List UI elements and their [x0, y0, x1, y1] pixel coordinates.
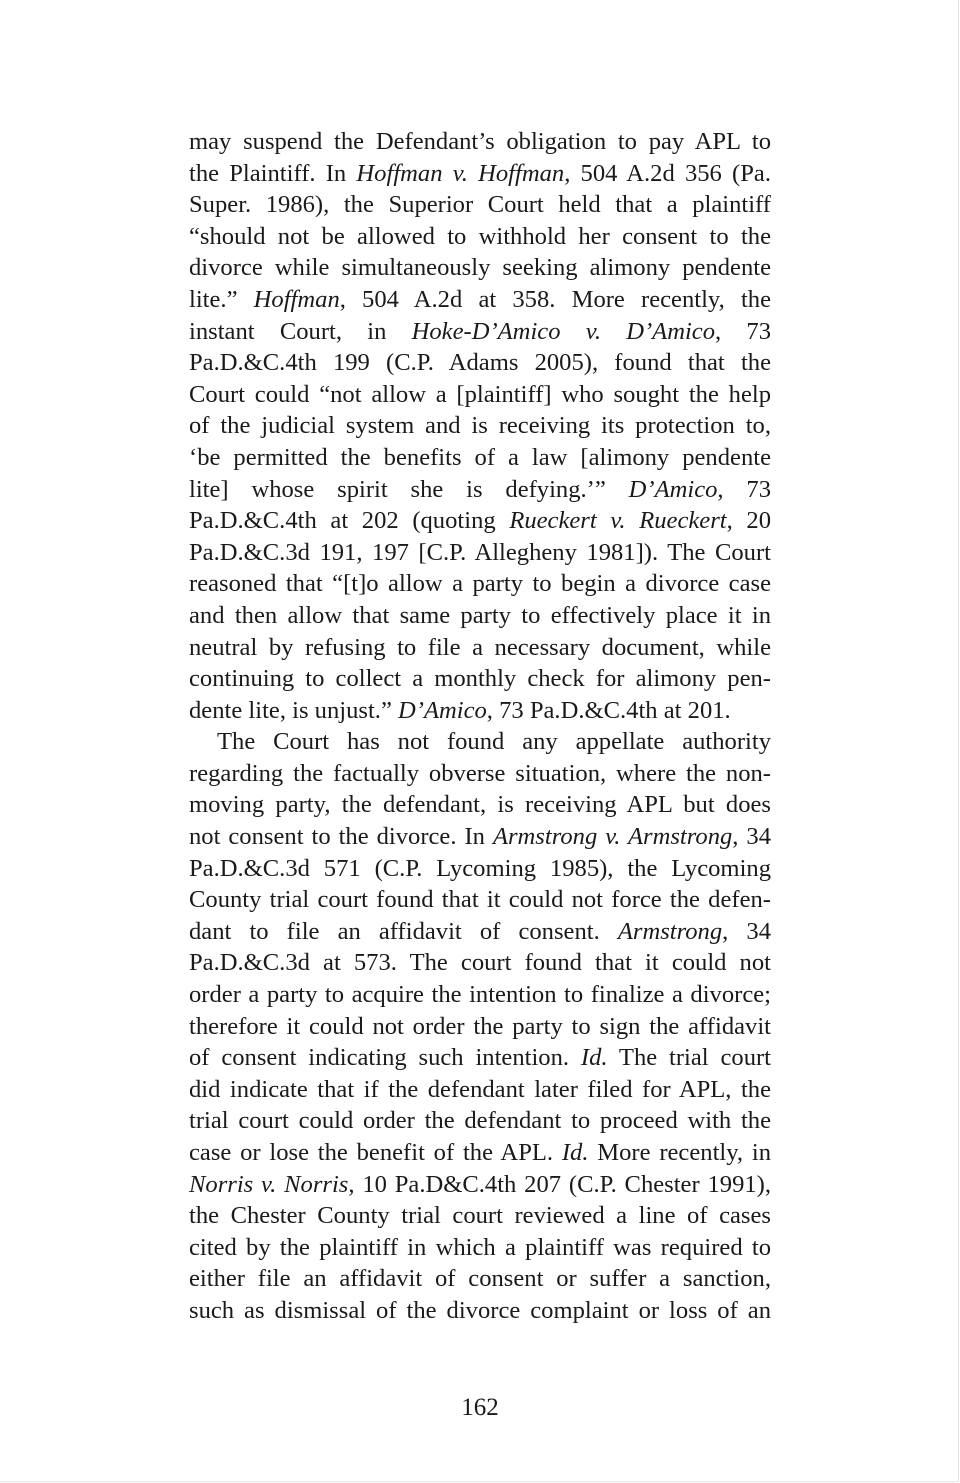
- text-line: [189, 1295, 771, 1327]
- text-line: [189, 158, 771, 190]
- text-line: [189, 1232, 771, 1264]
- text-segment: and then allow that same party to effectively place it in: [189, 601, 771, 629]
- text-segment: Pa.D.&C.4th at 202 (quoting: [189, 507, 510, 535]
- text-line: [189, 853, 771, 885]
- text-segment: , 10 Pa.D&C.4th 207 (C.P. Chester 1991),: [348, 1170, 772, 1198]
- text-line: [189, 1263, 771, 1295]
- text-line: [189, 189, 771, 221]
- text-segment: case or lose the benefit of the APL.: [189, 1139, 562, 1166]
- text-line: [189, 663, 771, 695]
- text-line: [189, 600, 771, 632]
- text-line: [189, 884, 771, 916]
- text-line: [189, 442, 771, 474]
- text-line: [189, 1200, 771, 1232]
- text-segment: either file an affidavit of consent or suffer a sanction,: [189, 1265, 771, 1293]
- text-line: [189, 1105, 771, 1137]
- text-line: [189, 1074, 771, 1106]
- italic-citation: Armstrong: [617, 917, 723, 945]
- text-line: [189, 726, 771, 758]
- text-line: [189, 758, 771, 790]
- text-segment: , 34: [722, 917, 772, 945]
- italic-citation: Id.: [580, 1044, 608, 1072]
- text-line: [189, 916, 771, 948]
- italic-citation: D’Amico: [398, 696, 487, 724]
- page-number: 162: [461, 1394, 499, 1421]
- text-line: [189, 789, 771, 821]
- text-line: [189, 537, 771, 569]
- text-line: [189, 505, 771, 537]
- text-segment: cited by the plaintiff in which a plaintiff was required to: [189, 1233, 771, 1261]
- text-line: [189, 1042, 771, 1074]
- text-line: [189, 284, 771, 316]
- italic-citation: Norris v. Norris: [189, 1170, 349, 1198]
- text-segment: “should not be allowed to withhold her consent to the: [189, 222, 771, 250]
- text-segment: did indicate that if the defendant later filed for APL, the: [189, 1075, 771, 1103]
- text-segment: of the judicial system and is receiving its protection to,: [189, 412, 771, 440]
- text-segment: , 20: [726, 507, 771, 535]
- text-segment: reasoned that “[t]o allow a party to begin a divorce case: [189, 570, 771, 598]
- italic-citation: Hoffman v. Hoffman: [356, 159, 565, 187]
- text-segment: instant Court, in: [189, 317, 412, 345]
- text-line: [189, 695, 771, 727]
- text-segment: , 73: [717, 475, 772, 503]
- text-line: [189, 568, 771, 600]
- text-segment: County trial court found that it could not force the defen-: [189, 886, 771, 914]
- text-line: [189, 379, 771, 411]
- text-segment: The trial court: [607, 1044, 772, 1072]
- text-segment: continuing to collect a monthly check for alimony pen-: [189, 665, 771, 693]
- text-segment: Super. 1986), the Superior Court held that a plaintiff: [189, 191, 771, 219]
- text-segment: ‘be permitted the benefits of a law [alimony pendente: [189, 443, 771, 471]
- text-segment: divorce while simultaneously seeking alimony pendente: [189, 254, 771, 282]
- text-line: [189, 347, 771, 379]
- text-segment: Pa.D.&C.3d 571 (C.P. Lycoming 1985), the Lycoming: [189, 854, 771, 882]
- text-segment: , 73: [715, 317, 771, 345]
- italic-citation: Armstrong v. Armstrong: [492, 823, 733, 851]
- text-line: [189, 1137, 771, 1169]
- text-line: [189, 474, 771, 506]
- text-segment: of consent indicating such intention.: [189, 1044, 581, 1072]
- text-line: [189, 979, 771, 1011]
- text-segment: dente lite, is unjust.”: [189, 696, 399, 724]
- text-segment: , 504 A.2d 356 (Pa.: [564, 159, 771, 187]
- text-segment: may suspend the Defendant’s obligation to pay APL to: [189, 128, 771, 155]
- italic-citation: Hoke-D’Amico v. D’Amico: [411, 317, 715, 345]
- text-segment: lite.”: [189, 285, 254, 313]
- text-segment: the Chester County trial court reviewed a line of cases: [189, 1202, 771, 1230]
- text-segment: trial court could order the defendant to proceed with the: [189, 1107, 771, 1135]
- text-line: [189, 1011, 771, 1043]
- italic-citation: Rueckert v. Rueckert: [509, 507, 727, 535]
- text-segment: therefore it could not order the party to sign the affidavit: [189, 1012, 771, 1040]
- italic-citation: Id.: [561, 1139, 589, 1166]
- text-segment: , 34: [732, 823, 772, 851]
- body-text: [189, 126, 771, 1327]
- text-segment: order a party to acquire the intention to finalize a divorce;: [189, 981, 771, 1009]
- text-segment: Court could “not allow a [plaintiff] who sought the help: [189, 380, 771, 408]
- text-segment: such as dismissal of the divorce complaint or loss of an: [189, 1296, 771, 1324]
- text-segment: not consent to the divorce. In: [189, 823, 493, 851]
- text-segment: dant to file an affidavit of consent.: [189, 917, 618, 945]
- text-segment: , 504 A.2d at 358. More recently, the: [339, 285, 771, 313]
- text-line: [189, 126, 771, 158]
- text-segment: , 73 Pa.D.&C.4th at 201.: [486, 696, 731, 724]
- text-segment: Pa.D.&C.3d 191, 197 [C.P. Allegheny 1981]). The Court: [189, 538, 771, 566]
- text-segment: More recently, in: [588, 1139, 771, 1166]
- text-line: [189, 410, 771, 442]
- text-segment: neutral by refusing to file a necessary document, while: [189, 633, 771, 661]
- text-segment: the Plaintiff. In: [189, 159, 357, 187]
- text-line: [189, 1169, 771, 1201]
- text-segment: Pa.D.&C.4th 199 (C.P. Adams 2005), found that the: [189, 349, 771, 377]
- text-line: [189, 947, 771, 979]
- text-segment: regarding the factually obverse situation, where the non-: [189, 759, 771, 787]
- text-line: [189, 632, 771, 664]
- text-segment: moving party, the defendant, is receiving APL but does: [189, 791, 771, 819]
- text-line: [189, 316, 771, 348]
- text-line: [189, 821, 771, 853]
- text-line: [189, 252, 771, 284]
- text-segment: lite] whose spirit she is defying.’”: [189, 475, 629, 503]
- text-line: [189, 221, 771, 253]
- text-segment: The Court has not found any appellate authority: [217, 728, 771, 756]
- italic-citation: D’Amico: [628, 475, 718, 503]
- italic-citation: Hoffman: [253, 285, 340, 313]
- text-segment: Pa.D.&C.3d at 573. The court found that it could not: [189, 949, 771, 977]
